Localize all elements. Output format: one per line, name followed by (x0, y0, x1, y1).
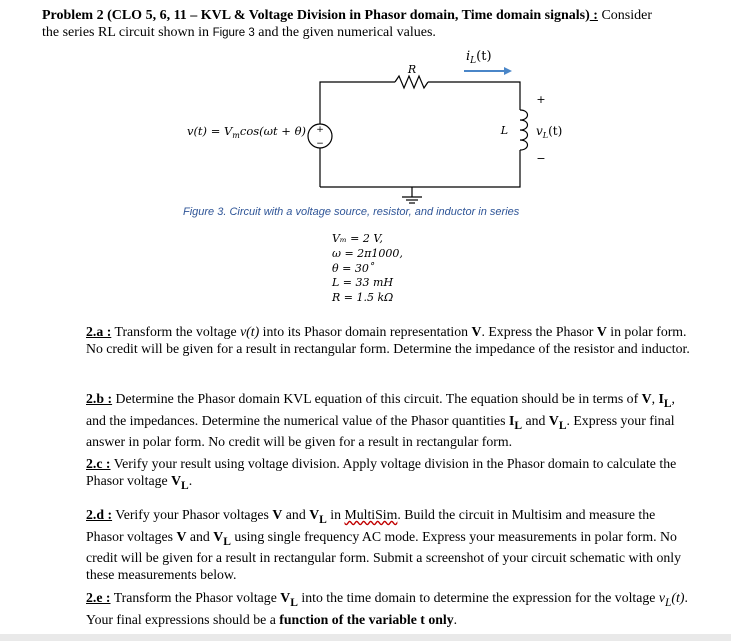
inductor-voltage-label: $v_L(t)$ (536, 124, 563, 140)
problem-header: Problem 2 (CLO 5, 6, 11 – KVL & Voltage Division in Phasor domain, Time domain signals) : Consider the series RL circuit shown in Figure 3 and the given numerical values. (42, 8, 652, 40)
question-tag: 2.d : (86, 507, 113, 522)
problem-title: Problem 2 (CLO 5, 6, 11 – KVL & Voltage Division in Phasor domain, Time domain signals) : (42, 8, 598, 23)
inductor-label: L (500, 124, 508, 137)
wire-bottom-right (320, 150, 520, 187)
param-inductance: L = 33 mH (332, 276, 394, 290)
page-bottom-edge (0, 634, 731, 641)
misspelled-word: MultiSim (344, 507, 398, 522)
source-plus-sign: + (316, 125, 324, 135)
resistor-label: R (407, 63, 417, 76)
inductor-symbol (520, 110, 528, 150)
given-values (332, 232, 403, 306)
circuit-diagram (0, 0, 731, 230)
current-arrowhead (504, 67, 512, 75)
wire-top (320, 82, 395, 124)
vl-plus-sign: + (536, 93, 546, 106)
resistor-symbol (395, 76, 428, 88)
source-minus-sign: − (316, 139, 324, 149)
question-2a: 2.a : Transform the voltage v(t) into its Phasor domain representation V. Express the Phasor V in polar form. No credit will be given for a result in rectangular form. Determine the impedance of the resistor and inductor. (86, 324, 690, 356)
source-expression: $v(t) = V_m\cos(\omega t + \theta)$ (186, 124, 306, 140)
question-tag: 2.a : (86, 324, 112, 339)
wire-top-right (428, 82, 520, 110)
question-tag: 2.c : (86, 456, 111, 471)
figure-caption: Figure 3. Circuit with a voltage source, resistor, and inductor in series (183, 206, 520, 218)
ground-icon (402, 197, 422, 203)
param-theta: θ = 30˚ (332, 261, 375, 275)
question-2d: 2.d : Verify your Phasor voltages V and $V_L$ in MultiSim. Build the circuit in Multisim and measure the Phasor voltages V and $V_L$ using single frequency AC mode. Express your measurements in polar form. No credit will be given for a result in rectangular form. Submit a screenshot of your circuit schematic with only these measurements below. (86, 507, 682, 582)
question-tag: 2.e : (86, 590, 111, 605)
question-tag: 2.b : (86, 391, 113, 406)
vl-minus-sign: − (536, 152, 546, 165)
param-omega: ω = 2π1000, (332, 246, 403, 260)
question-2e: 2.e : Transform the Phasor voltage $V_L$ into the time domain to determine the expression for the voltage $v_L(t)$. Your final expressions should be a function of the variable t only. (86, 590, 688, 627)
param-resistance: R = 1.5 kΩ (332, 291, 394, 305)
question-2b: 2.b : Determine the Phasor domain KVL equation of this circuit. The equation should be in terms of V, $I_L$, and the impedances. Determine the numerical value of the Phasor quantities $I_L$ and $V_L$. Express your final answer in polar form. No credit will be given for a result in rectangular form. (86, 391, 675, 450)
question-2c: 2.c : Verify your result using voltage division. Apply voltage division in the Phasor domain to calculate the Phasor voltage $V_L$. (86, 456, 677, 492)
current-label: $i_L(t)$ (466, 49, 492, 66)
param-vm: Vₘ = 2 V, (332, 232, 383, 245)
figure-reference: Figure 3 (212, 27, 255, 39)
